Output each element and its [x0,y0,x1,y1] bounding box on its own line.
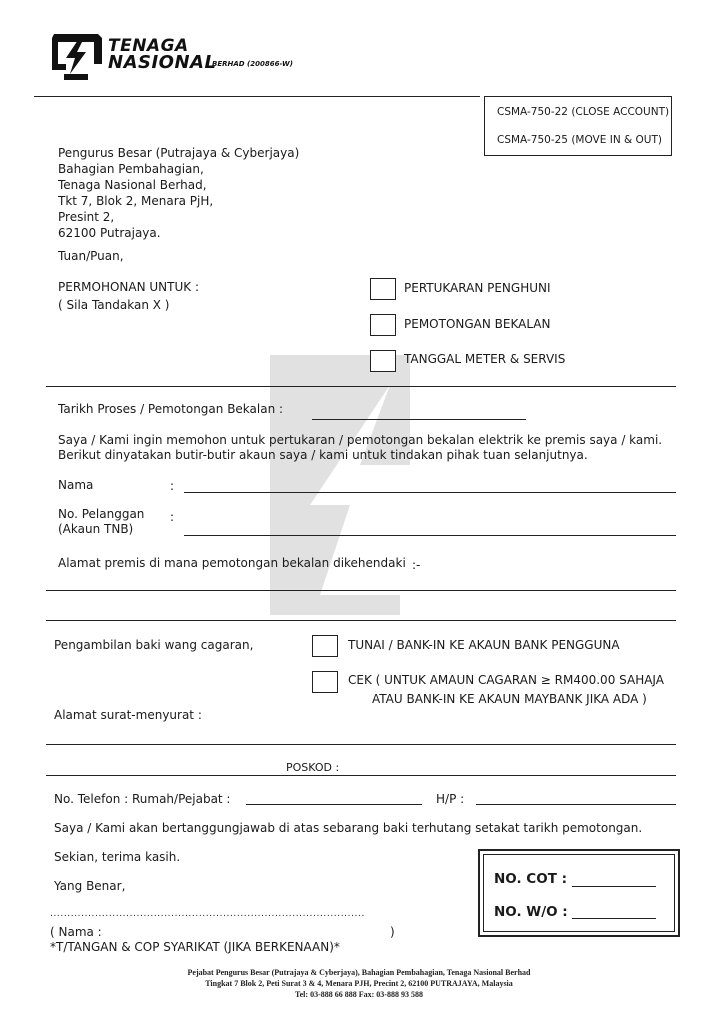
signature-name-open: ( Nama : [50,925,102,939]
address-line: 62100 Putrajaya. [58,226,161,240]
checkbox-pertukaran-penghuni[interactable] [370,278,396,300]
wo-label: NO. W/O : [494,904,568,920]
premise-address-colon: :- [412,558,421,572]
deposit-label: Pengambilan baki wang cagaran, [54,638,254,652]
sign-off: Yang Benar, [54,879,126,893]
deposit-option-cheque-line1: CEK ( UNTUK AMAUN CAGARAN ≥ RM400.00 SAHAJA [348,673,664,687]
address-line: Presint 2, [58,210,115,224]
footer-line1: Pejabat Pengurus Besar (Putrajaya & Cyberjaya), Bahagian Pembahagian, Tenaga Nasional Berhad [187,968,531,977]
phone-field[interactable] [246,804,422,805]
brand-line1: TENAGA [108,36,189,56]
tnb-logo-icon [48,30,106,82]
mailing-address-label: Alamat surat-menyurat : [54,708,202,722]
deposit-option-cheque-line2: ATAU BANK-IN KE AKAUN MAYBANK JIKA ADA ) [372,692,647,706]
closing-text: Sekian, terima kasih. [54,850,181,864]
salutation: Tuan/Puan, [58,249,124,263]
ref-code-close-account: CSMA-750-22 (CLOSE ACCOUNT) [497,106,670,118]
reference-codes-box [484,96,672,156]
cot-label: NO. COT : [494,871,567,887]
wo-field[interactable] [572,918,656,919]
address-line: Pengurus Besar (Putrajaya & Cyberjaya) [58,146,300,160]
hp-label: H/P : [436,792,465,806]
address-line: Bahagian Pembahagian, [58,162,204,176]
hp-field[interactable] [476,804,676,805]
option-pemotongan-bekalan: PEMOTONGAN BEKALAN [404,317,551,331]
footer-line3: Tel: 03-888 66 888 Fax: 03-888 93 588 [295,990,423,999]
application-label: PERMOHONAN UNTUK : [58,280,199,294]
cot-field[interactable] [572,886,656,887]
premise-address-field-2[interactable] [46,620,676,621]
liability-statement: Saya / Kami akan bertanggungjawab di atas sebarang baki terhutang setakat tarikh pemotongan. [54,821,643,835]
customer-no-colon: : [170,510,175,524]
customer-no-field[interactable] [184,535,676,536]
deposit-option-cash: TUNAI / BANK-IN KE AKAUN BANK PENGGUNA [348,638,620,652]
watermark-logo-icon [250,345,430,625]
application-hint: ( Sila Tandakan X ) [58,298,170,312]
customer-no-label: No. Pelanggan [58,507,145,521]
name-field[interactable] [184,492,676,493]
checkbox-cheque[interactable] [312,671,338,693]
postcode-label: POSKOD : [286,761,340,774]
phone-label: No. Telefon : Rumah/Pejabat : [54,792,231,806]
signature-note: *T/TANGAN & COP SYARIKAT (JIKA BERKENAAN)* [50,940,340,954]
address-line: Tenaga Nasional Berhad, [58,178,207,192]
office-use-box [478,849,680,937]
name-colon: : [170,479,175,493]
signature-name-close: ) [390,925,395,939]
option-pertukaran-penghuni: PERTUKARAN PENGHUNI [404,281,551,295]
name-label: Nama [58,478,94,492]
brand-suffix: BERHAD (200866-W) [212,60,293,68]
process-date-field[interactable] [312,419,526,420]
premise-address-label: Alamat premis di mana pemotongan bekalan dikehendaki [58,556,406,570]
request-text-line2: Berikut dinyatakan butir-butir akaun saya / kami untuk tindakan pihak tuan selanjutnya. [58,448,588,462]
mailing-address-field-1[interactable] [46,744,676,745]
footer-line2: Tingkat 7 Blok 2, Peti Surat 3 & 4, Menara PJH, Precint 2, 62100 PUTRAJAYA, Malaysia [205,979,513,988]
process-date-label: Tarikh Proses / Pemotongan Bekalan : [58,402,284,416]
address-line: Tkt 7, Blok 2, Menara PjH, [58,194,214,208]
checkbox-cash-bank-in[interactable] [312,635,338,657]
brand-line2: NASIONAL [108,52,217,73]
option-tanggal-meter: TANGGAL METER & SERVIS [404,352,566,366]
customer-no-sublabel: (Akaun TNB) [58,522,134,536]
request-text-line1: Saya / Kami ingin memohon untuk pertukaran / pemotongan bekalan elektrik ke premis saya / kami. [58,433,663,447]
ref-code-move-in-out: CSMA-750-25 (MOVE IN & OUT) [497,134,662,146]
signature-line[interactable]: ........................................................................................... [50,909,365,919]
premise-address-field-1[interactable] [46,590,676,591]
checkbox-pemotongan-bekalan[interactable] [370,314,396,336]
checkbox-tanggal-meter[interactable] [370,350,396,372]
mailing-address-field-2[interactable] [46,775,676,776]
